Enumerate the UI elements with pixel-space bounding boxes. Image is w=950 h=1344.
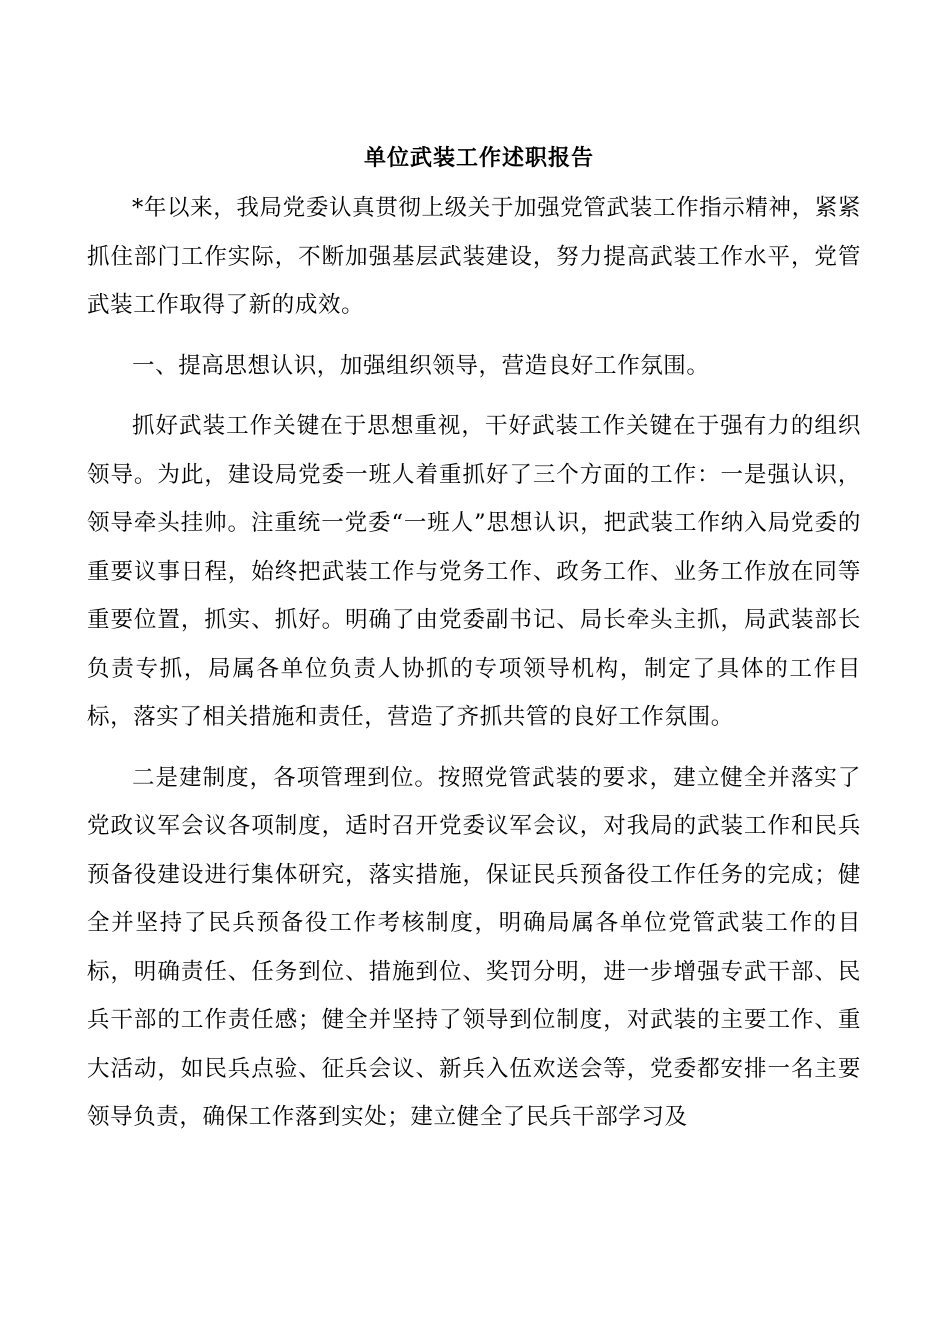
paragraph-system: 二是建制度，各项管理到位。按照党管武装的要求，建立健全并落实了党政议军会议各项制度，适时召开党委议军会议，对我局的武装工作和民兵预备役建设进行集体研究，落实措施，保证民兵预备役工作任务的完成；健全并坚持了民兵预备役工作考核制度，明确局属各单位党管武装工作的目标，明确责任、任务到位、措施到位、奖罚分明，进一步增强专武干部、民兵干部的工作责任感；健全并坚持了领导到位制度，对武装的主要工作、重大活动，如民兵点验、征兵会议、新兵入伍欢送会等，党委都安排一名主要领导负责，确保工作落到实处；建立健全了民兵干部学习及	[87, 764, 861, 1130]
paragraph-intro: *年以来，我局党委认真贯彻上级关于加强党管武装工作指示精神，紧紧抓住部门工作实际，不断加强基层武装建设，努力提高武装工作水平，党管武装工作取得了新的成效。	[87, 195, 861, 318]
document-title: 单位武装工作述职报告	[363, 145, 594, 171]
paragraph-leadership: 抓好武装工作关键在于思想重视，干好武装工作关键在于强有力的组织领导。为此，建设局党委一班人着重抓好了三个方面的工作：一是强认识，领导牵头挂帅。注重统一党委“一班人”思想认识，把武装工作纳入局党委的重要议事日程，始终把武装工作与党务工作、政务工作、业务工作放在同等重要位置，抓实、抓好。明确了由党委副书记、局长牵头主抓，局武装部长负责专抓，局属各单位负责人协抓的专项领导机构，制定了具体的工作目标，落实了相关措施和责任，营造了齐抓共管的良好工作氛围。	[87, 413, 861, 730]
document-page	[87, 136, 861, 1142]
paragraph-section-heading: 一、提高思想认识，加强组织领导，营造良好工作氛围。	[132, 352, 710, 379]
